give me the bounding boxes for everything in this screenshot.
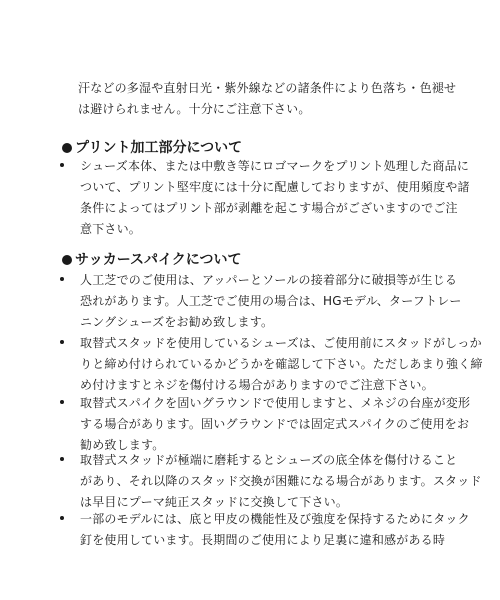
list-item-text — [80, 393, 470, 456]
list-item-line: 意下さい。 — [80, 222, 142, 236]
bullet-icon — [60, 457, 64, 461]
section-heading-text: サッカースパイクについて — [75, 252, 242, 268]
bullet-icon — [60, 400, 64, 404]
section-heading-soccer — [62, 250, 241, 270]
bullet-dot-icon — [62, 255, 72, 265]
section-heading-text: プリント加工部分について — [75, 140, 243, 156]
list-item-line: 人工芝でのご使用は、アッパーとソールの接着部分に破損等が生じる — [80, 273, 458, 287]
intro-paragraph — [78, 78, 458, 120]
list-item-line: 取替式スタッドを使用しているシューズは、ご使用前にスタッドがしっか — [80, 336, 482, 350]
list-item-line: ニングシューズをお勧め致します。 — [80, 315, 274, 329]
list-item-line: 一部のモデルには、底と甲皮の機能性及び強度を保持するためにタック — [80, 512, 470, 526]
bullet-icon — [60, 163, 64, 167]
list-item-line: 条件によってはプリント部が剥離を起こす場合がございますのでご注 — [80, 201, 458, 215]
list-item-line: シューズ本体、または中敷き等にロゴマークをプリント処理した商品に — [80, 159, 470, 173]
list-item-line: 釘を使用しています。長期間のご使用により足裏に違和感がある時 — [80, 533, 446, 547]
intro-line: は避けられません。十分にご注意下さい。 — [78, 102, 311, 116]
list-item-line: 恐れがあります。人工芝でご使用の場合は、HGモデル、ターフトレー — [80, 294, 462, 308]
list-item-text — [80, 333, 483, 396]
list-item-text — [80, 156, 470, 240]
list-item-line: 取替式スパイクを固いグラウンドで使用しますと、メネジの台座が変形 — [80, 396, 471, 410]
bullet-icon — [60, 277, 64, 281]
list-item-line: 取替式スタッドが極端に磨耗するとシューズの底全体を傷付けること — [80, 453, 458, 467]
list-item-line: は早目にプーマ純正スタッドに交換して下さい。 — [80, 495, 349, 509]
list-item-line: する場合があります。固いグラウンドでは固定式スパイクのご使用をお — [80, 417, 470, 431]
list-item-line: りと締め付けられているかどうかを確認して下さい。ただしあまり強く締 — [80, 357, 483, 371]
list-item-line: 勧め致します。 — [80, 438, 165, 452]
list-item-line: があり、それ以降のスタッド交換が困難になる場合があります。スタッド — [80, 474, 482, 488]
bullet-icon — [60, 516, 64, 520]
intro-line: 汗などの多湿や直射日光・紫外線などの諸条件により色落ち・色褪せ — [78, 81, 457, 95]
bullet-icon — [60, 340, 64, 344]
list-item-line: め付けますとネジを傷付ける場合がありますのでご注意下さい。 — [80, 378, 434, 392]
list-item-line: ついて、プリント堅牢度には十分に配慮しておりますが、使用頻度や諸 — [80, 180, 470, 194]
bullet-dot-icon — [62, 143, 72, 153]
list-item-text — [80, 270, 462, 333]
section-heading-print — [62, 138, 242, 158]
list-item-text — [80, 450, 482, 513]
list-item-text — [80, 509, 470, 551]
